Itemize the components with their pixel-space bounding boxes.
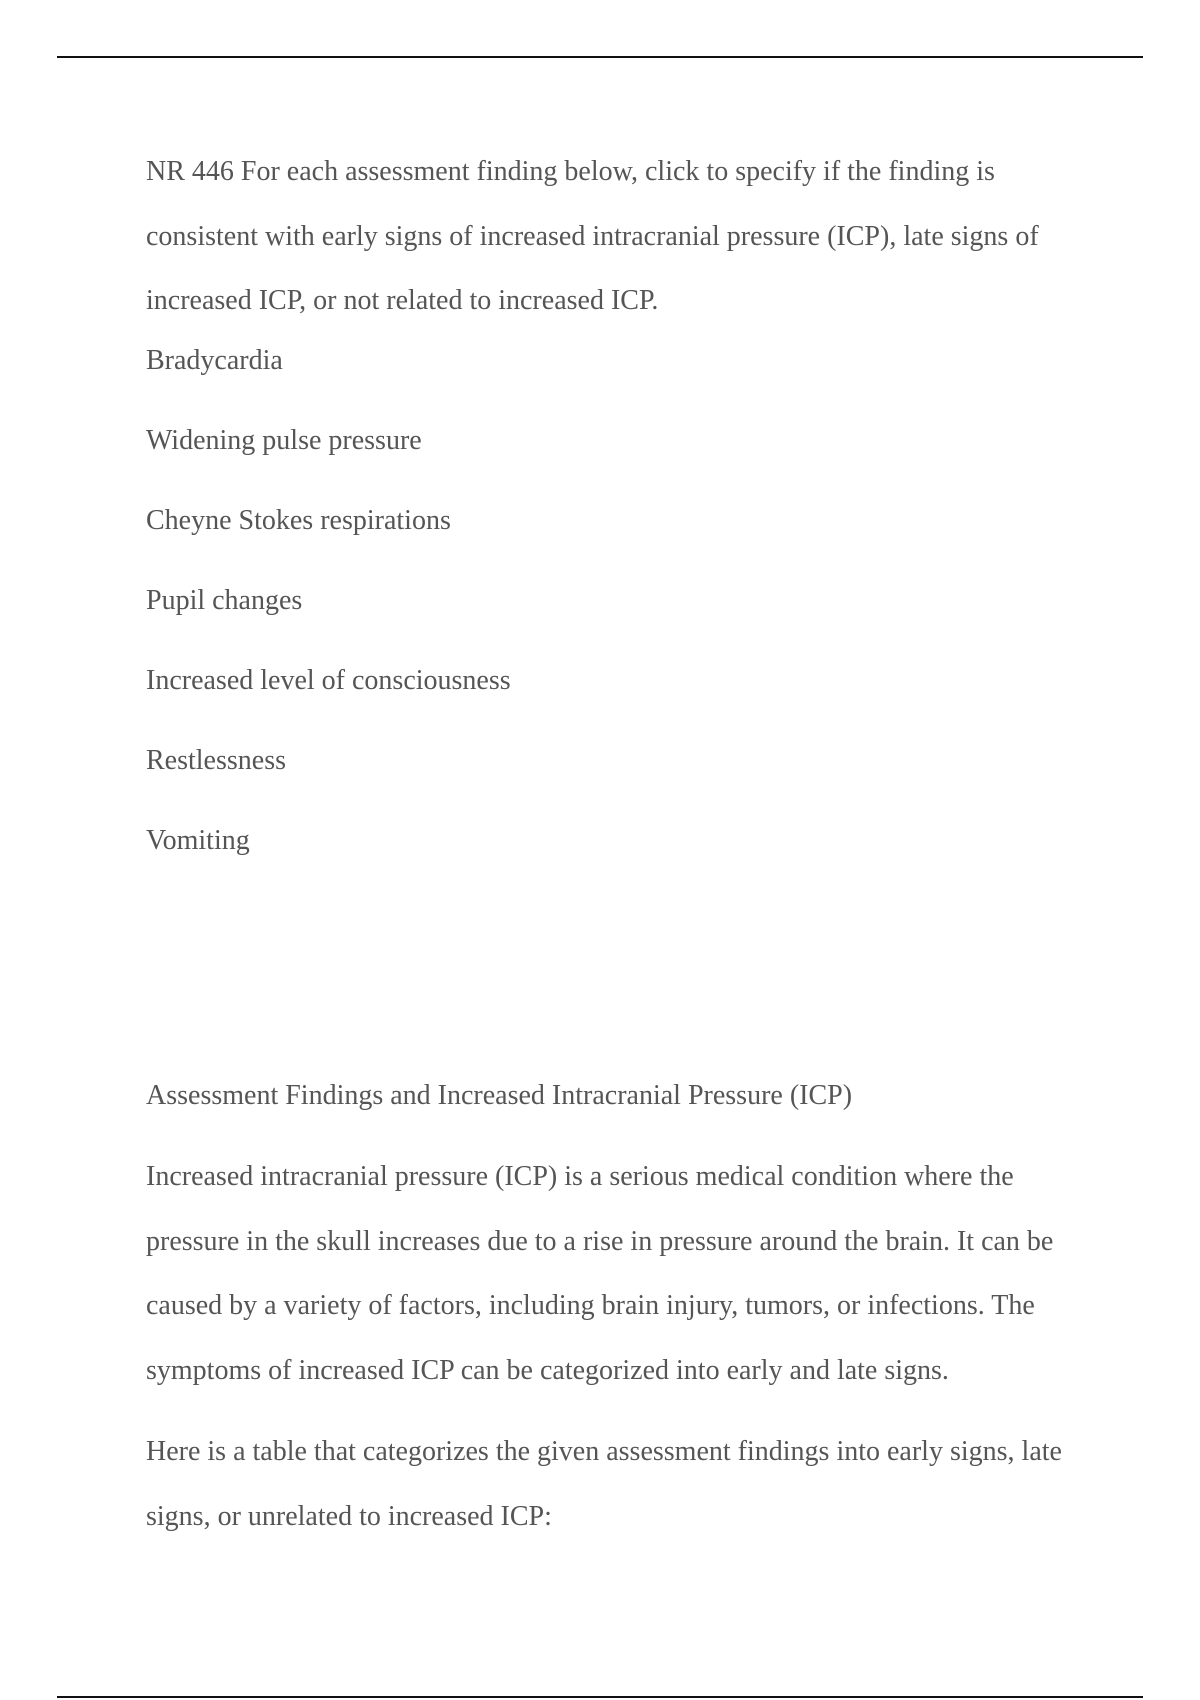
table-intro-paragraph: Here is a table that categorizes the given assessment findings into early signs, late signs, or unrelated to increased ICP:	[146, 1436, 1062, 1532]
findings-list	[146, 343, 1066, 859]
finding-item: Restlessness	[146, 744, 286, 776]
page-content	[146, 140, 1066, 903]
finding-item: Widening pulse pressure	[146, 424, 422, 456]
finding-item: Cheyne Stokes respirations	[146, 504, 451, 536]
finding-item: Increased level of consciousness	[146, 664, 511, 696]
question-text: NR 446 For each assessment finding below, click to specify if the finding is consistent with early signs of increased intracranial pressure (ICP), late signs of increased ICP, or not related to increased ICP.	[146, 156, 1039, 316]
section-heading: Assessment Findings and Increased Intracranial Pressure (ICP)	[146, 1080, 853, 1111]
top-divider	[57, 56, 1143, 58]
intro-paragraph: Increased intracranial pressure (ICP) is a serious medical condition where the pressure in the skull increases due to a rise in pressure around the brain. It can be caused by a variety of factors, including brain injury, tumors, or infections. The symptoms of increased ICP can be categorized into early and late signs.	[146, 1161, 1054, 1386]
finding-item: Bradycardia	[146, 344, 283, 376]
finding-item: Vomiting	[146, 824, 250, 856]
finding-item: Pupil changes	[146, 584, 303, 616]
bottom-divider	[57, 1696, 1143, 1698]
